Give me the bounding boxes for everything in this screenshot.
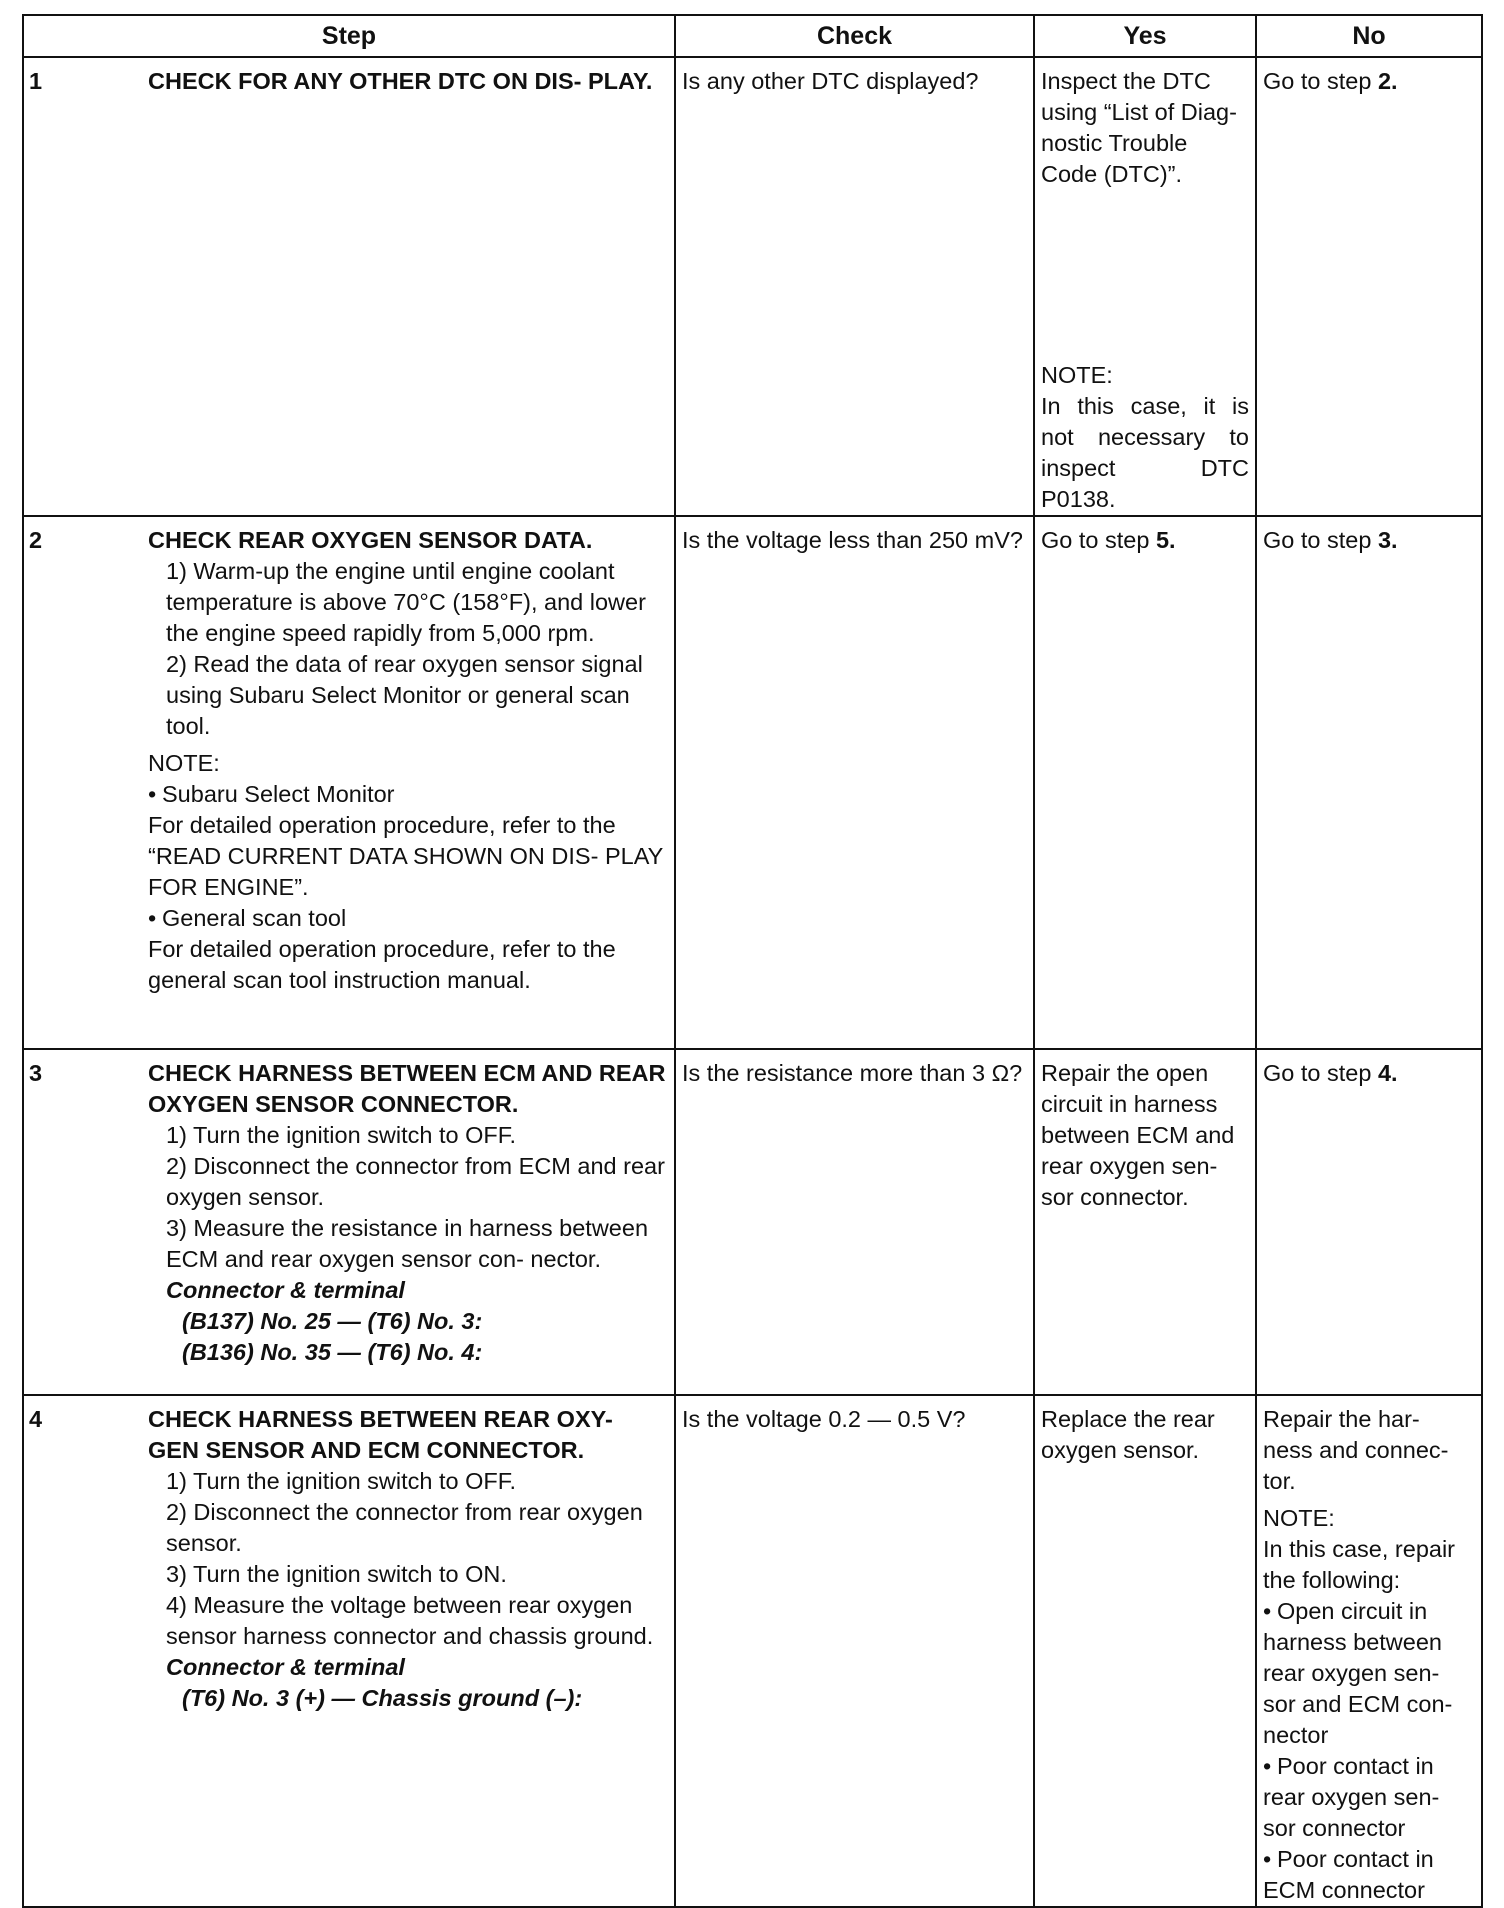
yes-action: Inspect the DTC using “List of Diag- nostic Trouble Code (DTC)”. bbox=[1041, 68, 1237, 187]
header-step: Step bbox=[23, 15, 675, 57]
step-cell bbox=[23, 57, 675, 516]
header-check: Check bbox=[675, 15, 1034, 57]
yes-cell bbox=[1034, 516, 1256, 1049]
procedure-step: 3) Turn the ignition switch to ON. bbox=[166, 1561, 507, 1587]
yes-action: Repair the open circuit in harness between ECM and rear oxygen sen- sor connector. bbox=[1041, 1060, 1235, 1210]
connector-terminal: (B137) No. 25 — (T6) No. 3: bbox=[182, 1308, 483, 1334]
connector-terminal: (T6) No. 3 (+) — Chassis ground (–): bbox=[182, 1685, 583, 1711]
check-cell bbox=[675, 1049, 1034, 1395]
connector-label: Connector & terminal bbox=[166, 1277, 405, 1303]
note-bullet: • Poor contact in ECM connector bbox=[1263, 1844, 1475, 1906]
yes-action: Replace the rear oxygen sensor. bbox=[1041, 1406, 1215, 1463]
note-bullet: • General scan tool bbox=[148, 903, 668, 934]
note-bullet: • Subaru Select Monitor bbox=[148, 779, 668, 810]
step-title: CHECK REAR OXYGEN SENSOR DATA. bbox=[148, 527, 593, 553]
table-row bbox=[23, 1395, 1482, 1907]
check-question: Is the resistance more than 3 Ω? bbox=[682, 1060, 1023, 1086]
procedure-step: 2) Read the data of rear oxygen sensor signal using Subaru Select Monitor or general scan tool. bbox=[166, 651, 643, 739]
procedure-step: 3) Measure the resistance in harness between ECM and rear oxygen sensor con- nector. bbox=[166, 1215, 649, 1272]
table-row bbox=[23, 57, 1482, 516]
step-number: 4 bbox=[29, 1406, 43, 1432]
connector-label: Connector & terminal bbox=[166, 1654, 405, 1680]
goto-prefix: Go to step bbox=[1263, 527, 1378, 553]
no-cell bbox=[1256, 57, 1482, 516]
table-row bbox=[23, 1049, 1482, 1395]
check-question: Is the voltage 0.2 — 0.5 V? bbox=[682, 1406, 966, 1432]
note-label: NOTE: bbox=[1263, 1505, 1335, 1531]
goto-step: 3. bbox=[1377, 527, 1398, 553]
note-bullet: • Poor contact in rear oxygen sen- sor connector bbox=[1263, 1751, 1475, 1844]
procedure-step: 2) Disconnect the connector from ECM and rear oxygen sensor. bbox=[166, 1153, 665, 1210]
step-number: 3 bbox=[29, 1060, 43, 1086]
no-cell bbox=[1256, 1049, 1482, 1395]
procedure-step: 4) Measure the voltage between rear oxygen sensor harness connector and chassis ground. bbox=[166, 1592, 654, 1649]
note-text: In this case, repair the following: bbox=[1263, 1536, 1456, 1593]
header-no: No bbox=[1256, 15, 1482, 57]
note-bullet: • Open circuit in harness between rear oxygen sen- sor and ECM con- nector bbox=[1263, 1596, 1475, 1751]
goto-step: 5. bbox=[1155, 527, 1176, 553]
step-number: 1 bbox=[29, 68, 43, 94]
goto-step: 2. bbox=[1377, 68, 1398, 94]
step-title: CHECK FOR ANY OTHER DTC ON DIS- PLAY. bbox=[148, 68, 653, 94]
no-action: Repair the har- ness and connec- tor. bbox=[1263, 1406, 1449, 1494]
step-number: 2 bbox=[29, 527, 43, 553]
no-cell bbox=[1256, 516, 1482, 1049]
diagnostic-table bbox=[22, 14, 1483, 1908]
procedure-step: 1) Turn the ignition switch to OFF. bbox=[166, 1122, 517, 1148]
note-text: For detailed operation procedure, refer to the general scan tool instruction manual. bbox=[148, 936, 616, 993]
note-label: NOTE: bbox=[148, 750, 220, 776]
step-title: CHECK HARNESS BETWEEN ECM AND REAR OXYGEN SENSOR CONNECTOR. bbox=[148, 1060, 666, 1117]
note-text: For detailed operation procedure, refer to the “READ CURRENT DATA SHOWN ON DIS- PLAY FOR ENGINE”. bbox=[148, 812, 663, 900]
procedure-step: 2) Disconnect the connector from rear oxygen sensor. bbox=[166, 1499, 643, 1556]
check-question: Is any other DTC displayed? bbox=[682, 68, 979, 94]
procedure-step: 1) Turn the ignition switch to OFF. bbox=[166, 1468, 517, 1494]
check-question: Is the voltage less than 250 mV? bbox=[682, 527, 1023, 553]
step-cell bbox=[23, 516, 675, 1049]
yes-cell bbox=[1034, 1049, 1256, 1395]
yes-cell bbox=[1034, 57, 1256, 516]
note-line: In this case, it is bbox=[1041, 393, 1249, 419]
note-line: not necessary to bbox=[1041, 424, 1249, 450]
yes-cell bbox=[1034, 1395, 1256, 1907]
goto-prefix: Go to step bbox=[1041, 527, 1156, 553]
note-line: P0138. bbox=[1041, 486, 1116, 512]
check-cell bbox=[675, 57, 1034, 516]
header-row bbox=[23, 15, 1482, 57]
note-line: inspect DTC bbox=[1041, 455, 1249, 481]
goto-step: 4. bbox=[1377, 1060, 1398, 1086]
step-title: CHECK HARNESS BETWEEN REAR OXY- GEN SENSOR AND ECM CONNECTOR. bbox=[148, 1406, 613, 1463]
check-cell bbox=[675, 516, 1034, 1049]
procedure-step: 1) Warm-up the engine until engine coolant temperature is above 70°C (158°F), and lower the engine speed rapidly from 5,000 rpm. bbox=[166, 558, 646, 646]
goto-prefix: Go to step bbox=[1263, 1060, 1378, 1086]
step-cell bbox=[23, 1049, 675, 1395]
no-cell bbox=[1256, 1395, 1482, 1907]
step-cell bbox=[23, 1395, 675, 1907]
connector-terminal: (B136) No. 35 — (T6) No. 4: bbox=[182, 1339, 483, 1365]
check-cell bbox=[675, 1395, 1034, 1907]
table-row bbox=[23, 516, 1482, 1049]
note-label: NOTE: bbox=[1041, 362, 1113, 388]
header-yes: Yes bbox=[1034, 15, 1256, 57]
goto-prefix: Go to step bbox=[1263, 68, 1378, 94]
